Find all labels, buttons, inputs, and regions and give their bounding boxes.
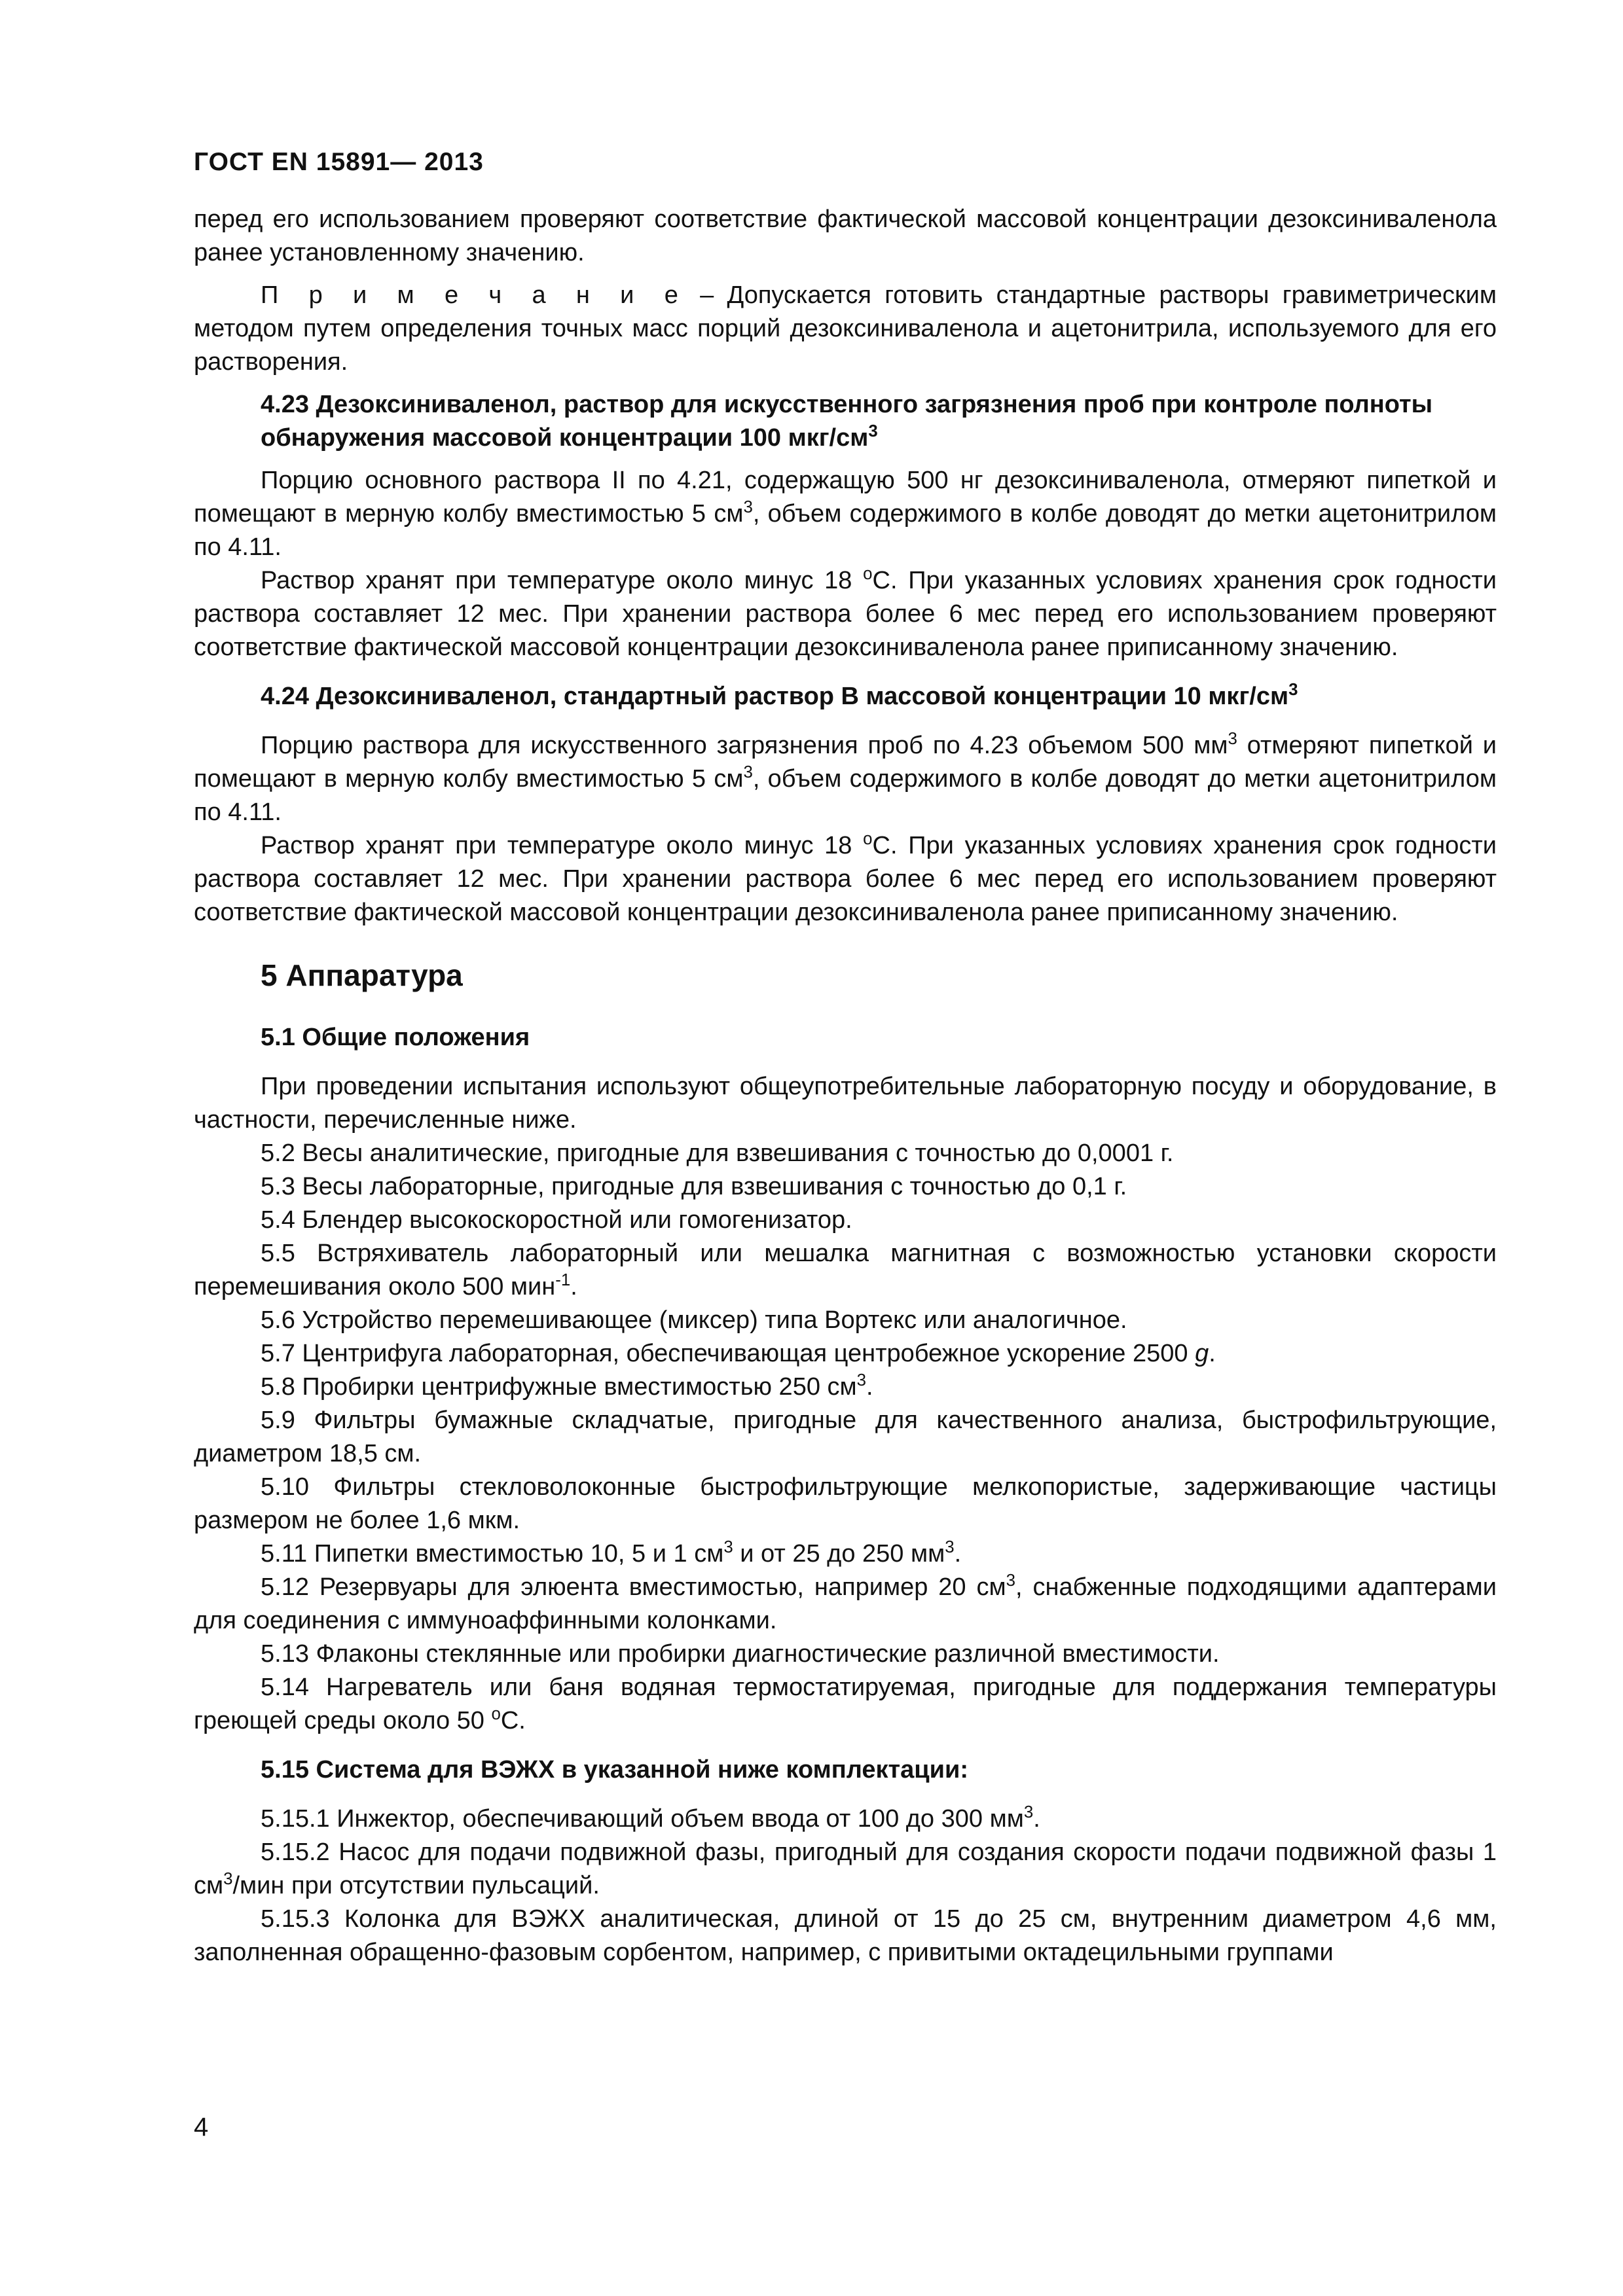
text-span: /мин при отсутствии пульсаций. bbox=[232, 1872, 600, 1899]
item-5-13: 5.13 Флаконы стеклянные или пробирки диагностические различной вместимости. bbox=[261, 1640, 1220, 1668]
superscript: 3 bbox=[743, 762, 753, 781]
text-span: Раствор хранят при температуре около минус 18 bbox=[261, 832, 864, 859]
text-span: , снабженные подходящими адаптерами для соединения с иммуноаффинными колонками. bbox=[194, 1573, 1497, 1634]
item-5-2: 5.2 Весы аналитические, пригодные для взвешивания с точностью до 0,0001 г. bbox=[261, 1139, 1174, 1167]
note-paragraph bbox=[194, 279, 1497, 379]
item-5-10: 5.10 Фильтры стекловолоконные быстрофильтрующие мелкопористые, задерживающие частицы размером не более 1,6 мкм. bbox=[194, 1473, 1497, 1534]
item-5-9: 5.9 Фильтры бумажные складчатые, пригодные для качественного анализа, быстрофильтрующие, диаметром 18,5 см. bbox=[194, 1407, 1497, 1467]
text-span: 5.14 Нагреватель или баня водяная термостатируемая, пригодные для поддержания температуры греющей среды около 50 bbox=[194, 1674, 1497, 1734]
text-span: , объем содержимого в колбе доводят до метки ацетонитрилом по 4.11. bbox=[194, 765, 1497, 826]
section-4-23-paragraph-1 bbox=[194, 464, 1497, 564]
superscript: 3 bbox=[743, 497, 753, 516]
superscript: -1 bbox=[555, 1270, 571, 1289]
section-5-1-heading: 5.1 Общие положения bbox=[261, 1024, 530, 1051]
page-content bbox=[194, 203, 1497, 1969]
text-span: , объем содержимого в колбе доводят до метки ацетонитрилом по 4.11. bbox=[194, 500, 1497, 561]
paragraph-continuation: перед его использованием проверяют соответствие фактической массовой концентрации дезоксиниваленола ранее установленному значению. bbox=[194, 206, 1497, 266]
item-5-15-1 bbox=[194, 1803, 1497, 1836]
superscript: о bbox=[491, 1704, 501, 1723]
item-5-5 bbox=[194, 1237, 1497, 1304]
italic-symbol: g bbox=[1195, 1340, 1209, 1367]
section-4-24-paragraph-2 bbox=[194, 829, 1497, 929]
superscript: 3 bbox=[945, 1537, 955, 1556]
text-span: . bbox=[954, 1540, 962, 1568]
item-5-12 bbox=[194, 1571, 1497, 1638]
section-4-24-heading bbox=[194, 680, 1497, 713]
superscript: 3 bbox=[856, 1371, 867, 1390]
superscript: о bbox=[863, 564, 873, 583]
note-label: П р и м е ч а н и е bbox=[261, 281, 687, 309]
text-span: 5.11 Пипетки вместимостью 10, 5 и 1 см bbox=[261, 1540, 724, 1568]
text-span: 5.7 Центрифуга лабораторная, обеспечивающая центробежное ускорение 2500 bbox=[261, 1340, 1195, 1367]
document-header: ГОСТ EN 15891— 2013 bbox=[194, 148, 484, 176]
section-4-24-paragraph-1 bbox=[194, 729, 1497, 829]
superscript: 3 bbox=[1006, 1571, 1015, 1590]
item-5-8 bbox=[194, 1371, 1497, 1404]
text-span: Раствор хранят при температуре около минус 18 bbox=[261, 567, 864, 594]
text-span: . bbox=[570, 1273, 577, 1300]
item-5-15-2 bbox=[194, 1836, 1497, 1903]
superscript: 3 bbox=[868, 422, 878, 440]
note-text: – Допускается готовить стандартные растворы гравиметрическим методом путем определения точных масс порций дезоксиниваленола и ацетонитрила, используемого для его растворения. bbox=[194, 281, 1497, 376]
page-number: 4 bbox=[194, 2113, 209, 2142]
text-span: С. При указанных условиях хранения срок годности раствора составляет 12 мес. При хранении раствора более 6 мес перед его использованием проверяют соответствие фактической массовой концентрации дезоксиниваленола ранее приписанному значению. bbox=[194, 832, 1497, 926]
item-5-6: 5.6 Устройство перемешивающее (миксер) типа Вортекс или аналогичное. bbox=[261, 1306, 1127, 1334]
text-span: . bbox=[1033, 1805, 1040, 1833]
superscript: 3 bbox=[1228, 729, 1237, 748]
item-5-4: 5.4 Блендер высокоскоростной или гомогенизатор. bbox=[261, 1206, 852, 1234]
superscript: 3 bbox=[1023, 1803, 1034, 1821]
heading-text: 4.23 Дезоксиниваленол, раствор для искусственного загрязнения проб при контроле полноты обнаружения массовой концентрации 100 мкг/см bbox=[261, 391, 1433, 452]
item-5-11 bbox=[194, 1537, 1497, 1571]
text-span: С. bbox=[500, 1707, 526, 1734]
section-5-1-text: При проведении испытания используют общеупотребительные лабораторную посуду и оборудование, в частности, перечисленные ниже. bbox=[194, 1073, 1497, 1134]
text-span: Порцию основного раствора II по 4.21, содержащую 500 нг дезоксиниваленола, отмеряют пипеткой и помещают в мерную колбу вместимостью 5 см bbox=[194, 467, 1497, 528]
superscript: 3 bbox=[1288, 680, 1298, 699]
section-4-23-heading bbox=[194, 388, 1497, 455]
section-5-15-heading: 5.15 Система для ВЭЖХ в указанной ниже комплектации: bbox=[261, 1756, 968, 1784]
heading-text: 4.24 Дезоксиниваленол, стандартный раствор В массовой концентрации 10 мкг/см bbox=[261, 683, 1289, 710]
text-span: . bbox=[866, 1373, 873, 1401]
item-5-3: 5.3 Весы лабораторные, пригодные для взвешивания с точностью до 0,1 г. bbox=[261, 1173, 1127, 1200]
text-span: 5.15.2 Насос для подачи подвижной фазы, пригодный для создания скорости подачи подвижной фазы 1 см bbox=[194, 1839, 1497, 1899]
section-4-23-paragraph-2 bbox=[194, 564, 1497, 664]
item-5-14 bbox=[194, 1671, 1497, 1738]
superscript: о bbox=[863, 829, 873, 848]
section-5-heading: 5 Аппаратура bbox=[261, 958, 463, 992]
item-5-7 bbox=[194, 1337, 1497, 1371]
text-span: и от 25 до 250 мм bbox=[733, 1540, 945, 1568]
text-span: 5.8 Пробирки центрифужные вместимостью 250 см bbox=[261, 1373, 857, 1401]
superscript: 3 bbox=[223, 1869, 233, 1888]
text-span: Порцию раствора для искусственного загрязнения проб по 4.23 объемом 500 мм bbox=[261, 732, 1228, 759]
text-span: . bbox=[1209, 1340, 1216, 1367]
text-span: отмеряют пипеткой и помещают в мерную колбу вместимостью 5 см bbox=[194, 732, 1497, 793]
superscript: 3 bbox=[723, 1537, 733, 1556]
text-span: 5.15.1 Инжектор, обеспечивающий объем ввода от 100 до 300 мм bbox=[261, 1805, 1024, 1833]
text-span: 5.12 Резервуары для элюента вместимостью, например 20 см bbox=[261, 1573, 1006, 1601]
text-span: 5.5 Встряхиватель лабораторный или мешалка магнитная с возможностью установки скорости перемешивания около 500 мин bbox=[194, 1240, 1497, 1300]
item-5-15-3: 5.15.3 Колонка для ВЭЖХ аналитическая, длиной от 15 до 25 см, внутренним диаметром 4,6 мм, заполненная обращенно-фазовым сорбентом, например, с привитыми октадецильными группами bbox=[194, 1905, 1497, 1966]
text-span: С. При указанных условиях хранения срок годности раствора составляет 12 мес. При хранении раствора более 6 мес перед его использованием проверяют соответствие фактической массовой концентрации дезоксиниваленола ранее приписанному значению. bbox=[194, 567, 1497, 661]
